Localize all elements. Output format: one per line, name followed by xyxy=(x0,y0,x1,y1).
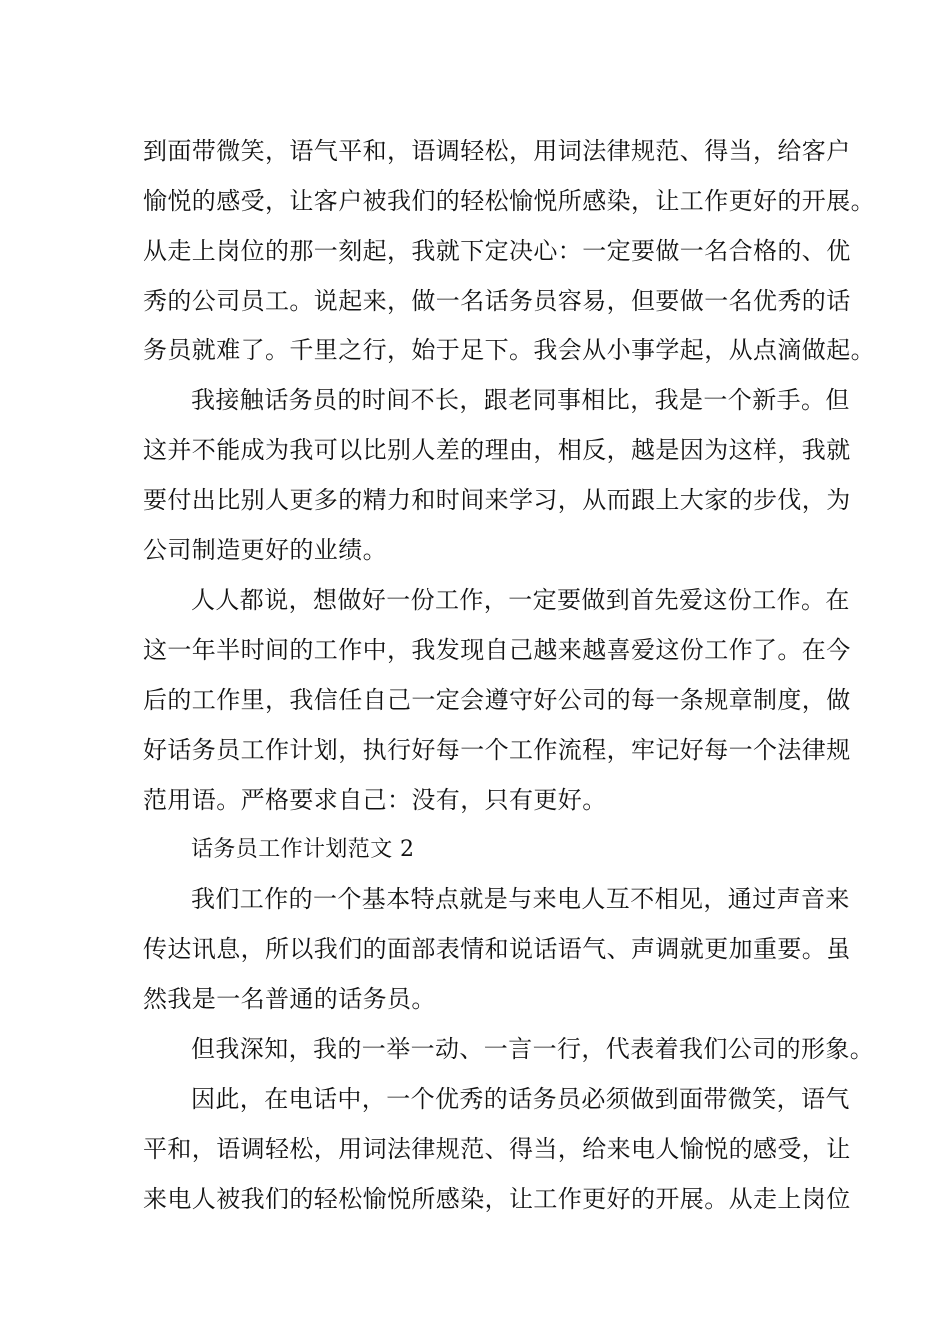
paragraph-line: 秀的公司员工。说起来，做一名话务员容易，但要做一名优秀的话 xyxy=(143,287,851,315)
paragraph-line: 平和，语调轻松，用词法律规范、得当，给来电人愉悦的感受，让 xyxy=(143,1135,851,1163)
section-heading: 话务员工作计划范文 2 xyxy=(191,837,415,862)
paragraph-line: 人人都说，想做好一份工作，一定要做到首先爱这份工作。在 xyxy=(191,586,850,614)
paragraph-line: 愉悦的感受，让客户被我们的轻松愉悦所感染，让工作更好的开展。 xyxy=(143,187,875,215)
paragraph-line: 传达讯息，所以我们的面部表情和说话语气、声调就更加重要。虽 xyxy=(143,935,851,963)
paragraph-line: 来电人被我们的轻松愉悦所感染，让工作更好的开展。从走上岗位 xyxy=(143,1185,851,1213)
paragraph-line: 要付出比别人更多的精力和时间来学习，从而跟上大家的步伐，为 xyxy=(143,486,851,514)
paragraph-line: 这并不能成为我可以比别人差的理由，相反，越是因为这样，我就 xyxy=(143,436,851,464)
paragraph-line: 因此，在电话中，一个优秀的话务员必须做到面带微笑，语气 xyxy=(191,1085,850,1113)
paragraph-line: 范用语。严格要求自己：没有，只有更好。 xyxy=(143,786,607,814)
paragraph-line: 公司制造更好的业绩。 xyxy=(143,536,387,564)
paragraph-line: 我接触话务员的时间不长，跟老同事相比，我是一个新手。但 xyxy=(191,386,850,414)
paragraph-line: 这一年半时间的工作中，我发现自己越来越喜爱这份工作了。在今 xyxy=(143,636,851,664)
paragraph-line: 我们工作的一个基本特点就是与来电人互不相见，通过声音来 xyxy=(191,885,850,913)
paragraph-line: 务员就难了。千里之行，始于足下。我会从小事学起，从点滴做起。 xyxy=(143,336,875,364)
paragraph-line: 然我是一名普通的话务员。 xyxy=(143,985,436,1013)
paragraph-line: 到面带微笑，语气平和，语调轻松，用词法律规范、得当，给客户 xyxy=(143,137,851,165)
paragraph-line: 后的工作里，我信任自己一定会遵守好公司的每一条规章制度，做 xyxy=(143,686,851,714)
paragraph-line: 从走上岗位的那一刻起，我就下定决心：一定要做一名合格的、优 xyxy=(143,237,851,265)
paragraph-line: 好话务员工作计划，执行好每一个工作流程，牢记好每一个法律规 xyxy=(143,736,851,764)
paragraph-line: 但我深知，我的一举一动、一言一行，代表着我们公司的形象。 xyxy=(191,1035,875,1063)
